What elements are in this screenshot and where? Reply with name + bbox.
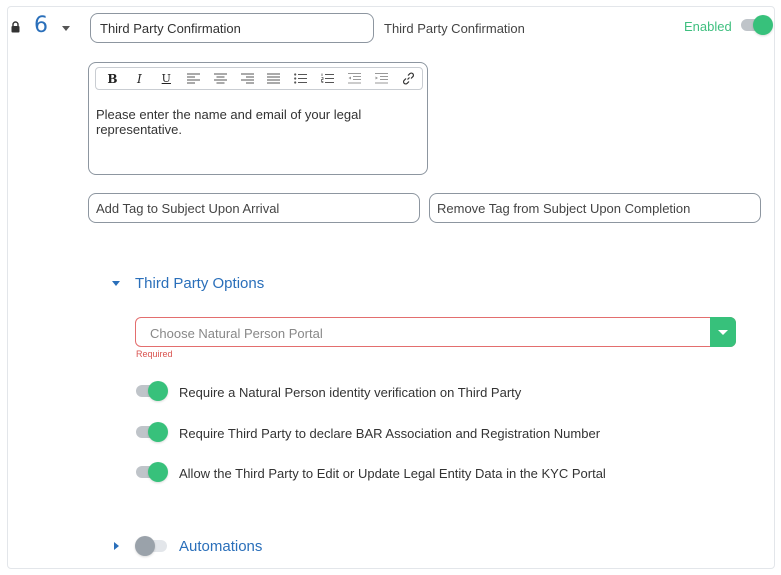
step-title-label: Third Party Confirmation — [384, 21, 525, 36]
edit-legal-entity-label: Allow the Third Party to Edit or Update Legal Entity Data in the KYC Portal — [179, 466, 606, 481]
automations-title[interactable]: Automations — [179, 538, 263, 555]
outdent-icon — [348, 73, 361, 84]
third-party-options-title[interactable]: Third Party Options — [135, 275, 265, 292]
align-left-button[interactable] — [180, 68, 207, 89]
numbered-list-icon — [321, 73, 334, 84]
step-number: 6 — [34, 13, 48, 38]
align-center-icon — [214, 73, 227, 84]
rich-text-editor[interactable] — [88, 62, 428, 175]
link-icon — [402, 72, 415, 85]
indent-icon — [375, 73, 388, 84]
align-right-icon — [241, 73, 254, 84]
italic-button[interactable]: I — [137, 71, 142, 86]
collapse-step-icon[interactable] — [62, 26, 70, 31]
align-left-icon — [187, 73, 200, 84]
align-justify-button[interactable] — [261, 68, 288, 89]
link-button[interactable] — [395, 68, 422, 89]
chevron-down-icon[interactable] — [710, 317, 736, 347]
lock-icon — [11, 21, 20, 33]
collapse-options-icon[interactable] — [112, 281, 120, 286]
outdent-button[interactable] — [341, 68, 368, 89]
select-placeholder: Choose Natural Person Portal — [150, 326, 323, 341]
step-title-input[interactable] — [90, 13, 374, 43]
natural-person-portal-select[interactable] — [135, 317, 736, 347]
numbered-list-button[interactable] — [314, 68, 341, 89]
expand-automations-icon[interactable] — [114, 542, 119, 550]
edit-legal-entity-toggle[interactable] — [136, 462, 168, 482]
bold-button[interactable]: B — [107, 71, 118, 86]
align-right-button[interactable] — [234, 68, 261, 89]
remove-tag-input[interactable] — [429, 193, 761, 223]
indent-button[interactable] — [368, 68, 395, 89]
align-justify-icon — [267, 73, 280, 84]
add-tag-input[interactable] — [88, 193, 420, 223]
bar-association-label: Require Third Party to declare BAR Association and Registration Number — [179, 426, 601, 441]
identity-verification-toggle[interactable] — [136, 381, 168, 401]
align-center-button[interactable] — [207, 68, 234, 89]
automations-toggle[interactable] — [135, 536, 167, 556]
editor-toolbar — [95, 67, 423, 90]
bar-association-toggle[interactable] — [136, 422, 168, 442]
status-label: Enabled — [684, 19, 732, 34]
step-enabled-toggle[interactable] — [741, 15, 773, 35]
underline-button[interactable]: U — [161, 72, 171, 85]
required-error: Required — [136, 349, 173, 359]
bullet-list-icon — [294, 73, 307, 84]
identity-verification-label: Require a Natural Person identity verification on Third Party — [179, 385, 522, 400]
bullet-list-button[interactable] — [287, 68, 314, 89]
editor-content[interactable]: Please enter the name and email of your legal representative. — [96, 107, 362, 137]
